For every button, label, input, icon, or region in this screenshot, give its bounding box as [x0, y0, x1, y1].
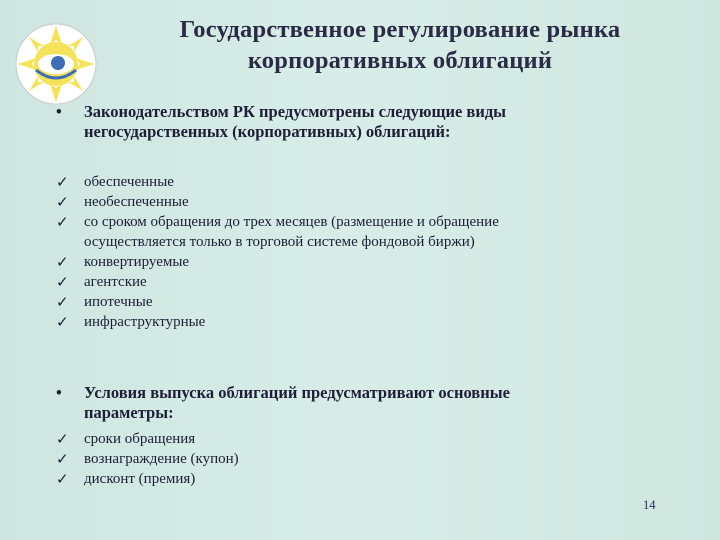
list-item — [56, 312, 676, 332]
list-item — [56, 192, 676, 212]
list-item — [56, 292, 676, 312]
checkmark-icon: ✓ — [56, 450, 69, 468]
list-item — [56, 272, 676, 292]
checkmark-icon: ✓ — [56, 273, 69, 291]
section2-list — [56, 429, 676, 489]
checkmark-icon: ✓ — [56, 253, 69, 271]
list-item-text: осуществляется только в торговой системе фондовой биржи) — [84, 234, 475, 250]
bullet-mark: • — [56, 383, 62, 402]
list-item — [56, 469, 676, 489]
checkmark-icon: ✓ — [56, 313, 69, 331]
list-item — [56, 449, 676, 469]
checkmark-icon: ✓ — [56, 193, 69, 211]
title-line-2: корпоративных облигаций — [247, 47, 553, 74]
list-item-text: инфраструктурные — [84, 314, 206, 330]
checkmark-icon: ✓ — [56, 293, 69, 311]
list-item — [56, 172, 676, 192]
list-item — [56, 252, 676, 272]
emblem-icon — [14, 22, 98, 106]
section2-heading-line-2: параметры: — [84, 403, 174, 422]
section1-list — [56, 172, 676, 332]
list-item-text: необеспеченные — [84, 194, 189, 210]
list-item-text: вознаграждение (купон) — [84, 451, 239, 467]
checkmark-icon: ✓ — [56, 213, 69, 231]
list-item-text: дисконт (премия) — [84, 471, 196, 487]
list-item-text: обеспеченные — [84, 174, 174, 190]
list-item — [56, 212, 676, 252]
list-item-text: со сроком обращения до трех месяцев (размещение и обращение — [84, 214, 499, 230]
slide-title — [120, 14, 680, 76]
section1-heading-line-1: Законодательством РК предусмотрены следующие виды — [84, 102, 507, 121]
page-number: 14 — [643, 498, 656, 512]
checkmark-icon: ✓ — [56, 430, 69, 448]
bullet-mark: • — [56, 102, 62, 121]
title-line-1: Государственное регулирование рынка — [179, 16, 621, 43]
list-item-text: конвертируемые — [84, 254, 190, 270]
list-item-text: агентские — [84, 274, 147, 290]
list-item — [56, 429, 676, 449]
checkmark-icon: ✓ — [56, 470, 69, 488]
section1-heading-line-2: негосударственных (корпоративных) облигаций: — [84, 122, 451, 141]
list-item-text: сроки обращения — [84, 431, 196, 447]
list-item-text: ипотечные — [84, 294, 153, 310]
section2-heading-line-1: Условия выпуска облигаций предусматривают основные — [84, 383, 510, 402]
checkmark-icon: ✓ — [56, 173, 69, 191]
